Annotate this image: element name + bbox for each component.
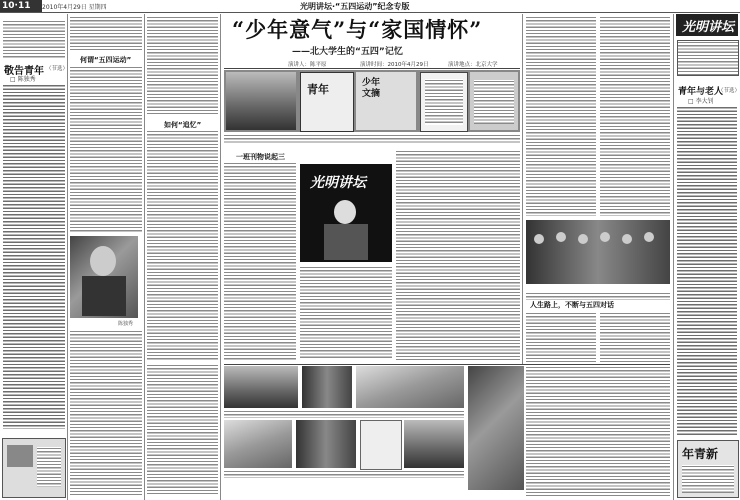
aside-author: □ 李大钊 bbox=[688, 98, 714, 105]
headline-rule bbox=[224, 68, 520, 69]
bottom-stamp: 年青新 bbox=[682, 447, 719, 461]
col2-text-mid bbox=[70, 66, 142, 232]
section-heading: 何谓“五四运动” bbox=[80, 56, 132, 64]
right-logo: 光明讲坛 bbox=[682, 20, 735, 35]
magazine-collage bbox=[224, 70, 520, 132]
section-header: 光明讲坛·“五四运动”纪念专版 bbox=[300, 2, 410, 11]
aside-note: （节选） bbox=[718, 88, 740, 94]
col2-text-top bbox=[70, 16, 142, 52]
collage-booklet bbox=[470, 72, 518, 130]
right-text-c bbox=[526, 312, 596, 362]
center-text-left bbox=[224, 162, 296, 360]
page-subtitle: ——北大学生的“五四”记忆 bbox=[292, 47, 403, 57]
group-photo bbox=[526, 220, 670, 284]
right-text-a bbox=[526, 16, 596, 216]
portrait-face bbox=[90, 246, 116, 276]
center-text-right bbox=[396, 150, 520, 360]
section-heading: 人生路上，不断与五四对话 bbox=[530, 301, 614, 309]
section-heading: 如何“追忆” bbox=[164, 121, 202, 129]
left-article-body bbox=[3, 84, 65, 429]
bottom-photo-5 bbox=[296, 420, 356, 468]
group-photo-caption-text bbox=[526, 292, 670, 300]
bottom-photo-4 bbox=[224, 420, 292, 468]
col3-text-top bbox=[147, 16, 218, 116]
collage-newspaper bbox=[420, 72, 468, 132]
bottom-stamp-box bbox=[677, 440, 739, 498]
lecture-time: 演讲时间：2010年4月29日 bbox=[360, 62, 429, 68]
bottom-photo-book bbox=[360, 420, 402, 470]
photo-strip-rule bbox=[224, 364, 670, 365]
collage-photo-crowd bbox=[226, 72, 296, 130]
logo-band bbox=[676, 14, 738, 36]
bottom-photo-poster bbox=[468, 366, 524, 490]
editor-box bbox=[677, 40, 739, 76]
aside-body bbox=[677, 106, 737, 436]
lecturer-photo bbox=[300, 164, 392, 262]
aside-title: 青年与老人 bbox=[678, 87, 724, 97]
collage-magazine-cover: 青年 bbox=[300, 72, 354, 132]
col3-text-bottom bbox=[147, 364, 218, 496]
page-number: 10·11 bbox=[0, 0, 42, 12]
lecturer-face bbox=[334, 200, 356, 224]
left-article-author: □ 陈独秀 bbox=[10, 76, 36, 83]
left-text-block bbox=[3, 20, 65, 58]
column-divider bbox=[522, 14, 523, 364]
lecturer-body bbox=[324, 224, 368, 260]
right-text-bottom bbox=[526, 366, 670, 496]
portrait-body bbox=[82, 276, 126, 316]
bottom-photo-1 bbox=[224, 366, 298, 408]
col3-text-mid bbox=[147, 130, 218, 360]
collage-caption-text bbox=[224, 134, 520, 144]
portrait-photo bbox=[70, 236, 138, 318]
barcode-icon bbox=[7, 445, 33, 467]
lecture-logo: 光明讲坛 bbox=[310, 175, 366, 191]
left-box-text bbox=[37, 447, 61, 487]
center-text-mid bbox=[300, 266, 392, 360]
bottom-photo-captions-2 bbox=[224, 470, 464, 478]
bottom-photo-captions bbox=[224, 410, 464, 418]
col2-text-bottom bbox=[70, 330, 142, 495]
column-divider bbox=[144, 14, 145, 500]
collage-journal-cover: 少年 文摘 bbox=[356, 72, 416, 130]
issue-date: 2010年4月29日 星期四 bbox=[42, 4, 107, 11]
lecture-venue: 演讲地点：北京大学 bbox=[448, 62, 498, 68]
bottom-photo-3 bbox=[356, 366, 464, 408]
left-bottom-box bbox=[2, 438, 66, 498]
column-divider bbox=[67, 14, 68, 500]
page-title: “少年意气”与“家国情怀” bbox=[232, 17, 483, 42]
column-divider bbox=[220, 14, 221, 500]
left-article-note: （节选） bbox=[46, 66, 69, 72]
left-article-title: 敬告青年 bbox=[4, 66, 44, 77]
right-text-d bbox=[600, 312, 670, 362]
right-text-b bbox=[600, 16, 670, 216]
section-heading: 一班刊物说起三 bbox=[236, 153, 285, 161]
bottom-photo-6 bbox=[404, 420, 464, 468]
portrait-caption: 陈独秀 bbox=[118, 321, 134, 327]
column-divider bbox=[673, 14, 674, 500]
lecturer: 演讲人：陈平原 bbox=[288, 62, 327, 68]
bottom-photo-2 bbox=[302, 366, 352, 408]
